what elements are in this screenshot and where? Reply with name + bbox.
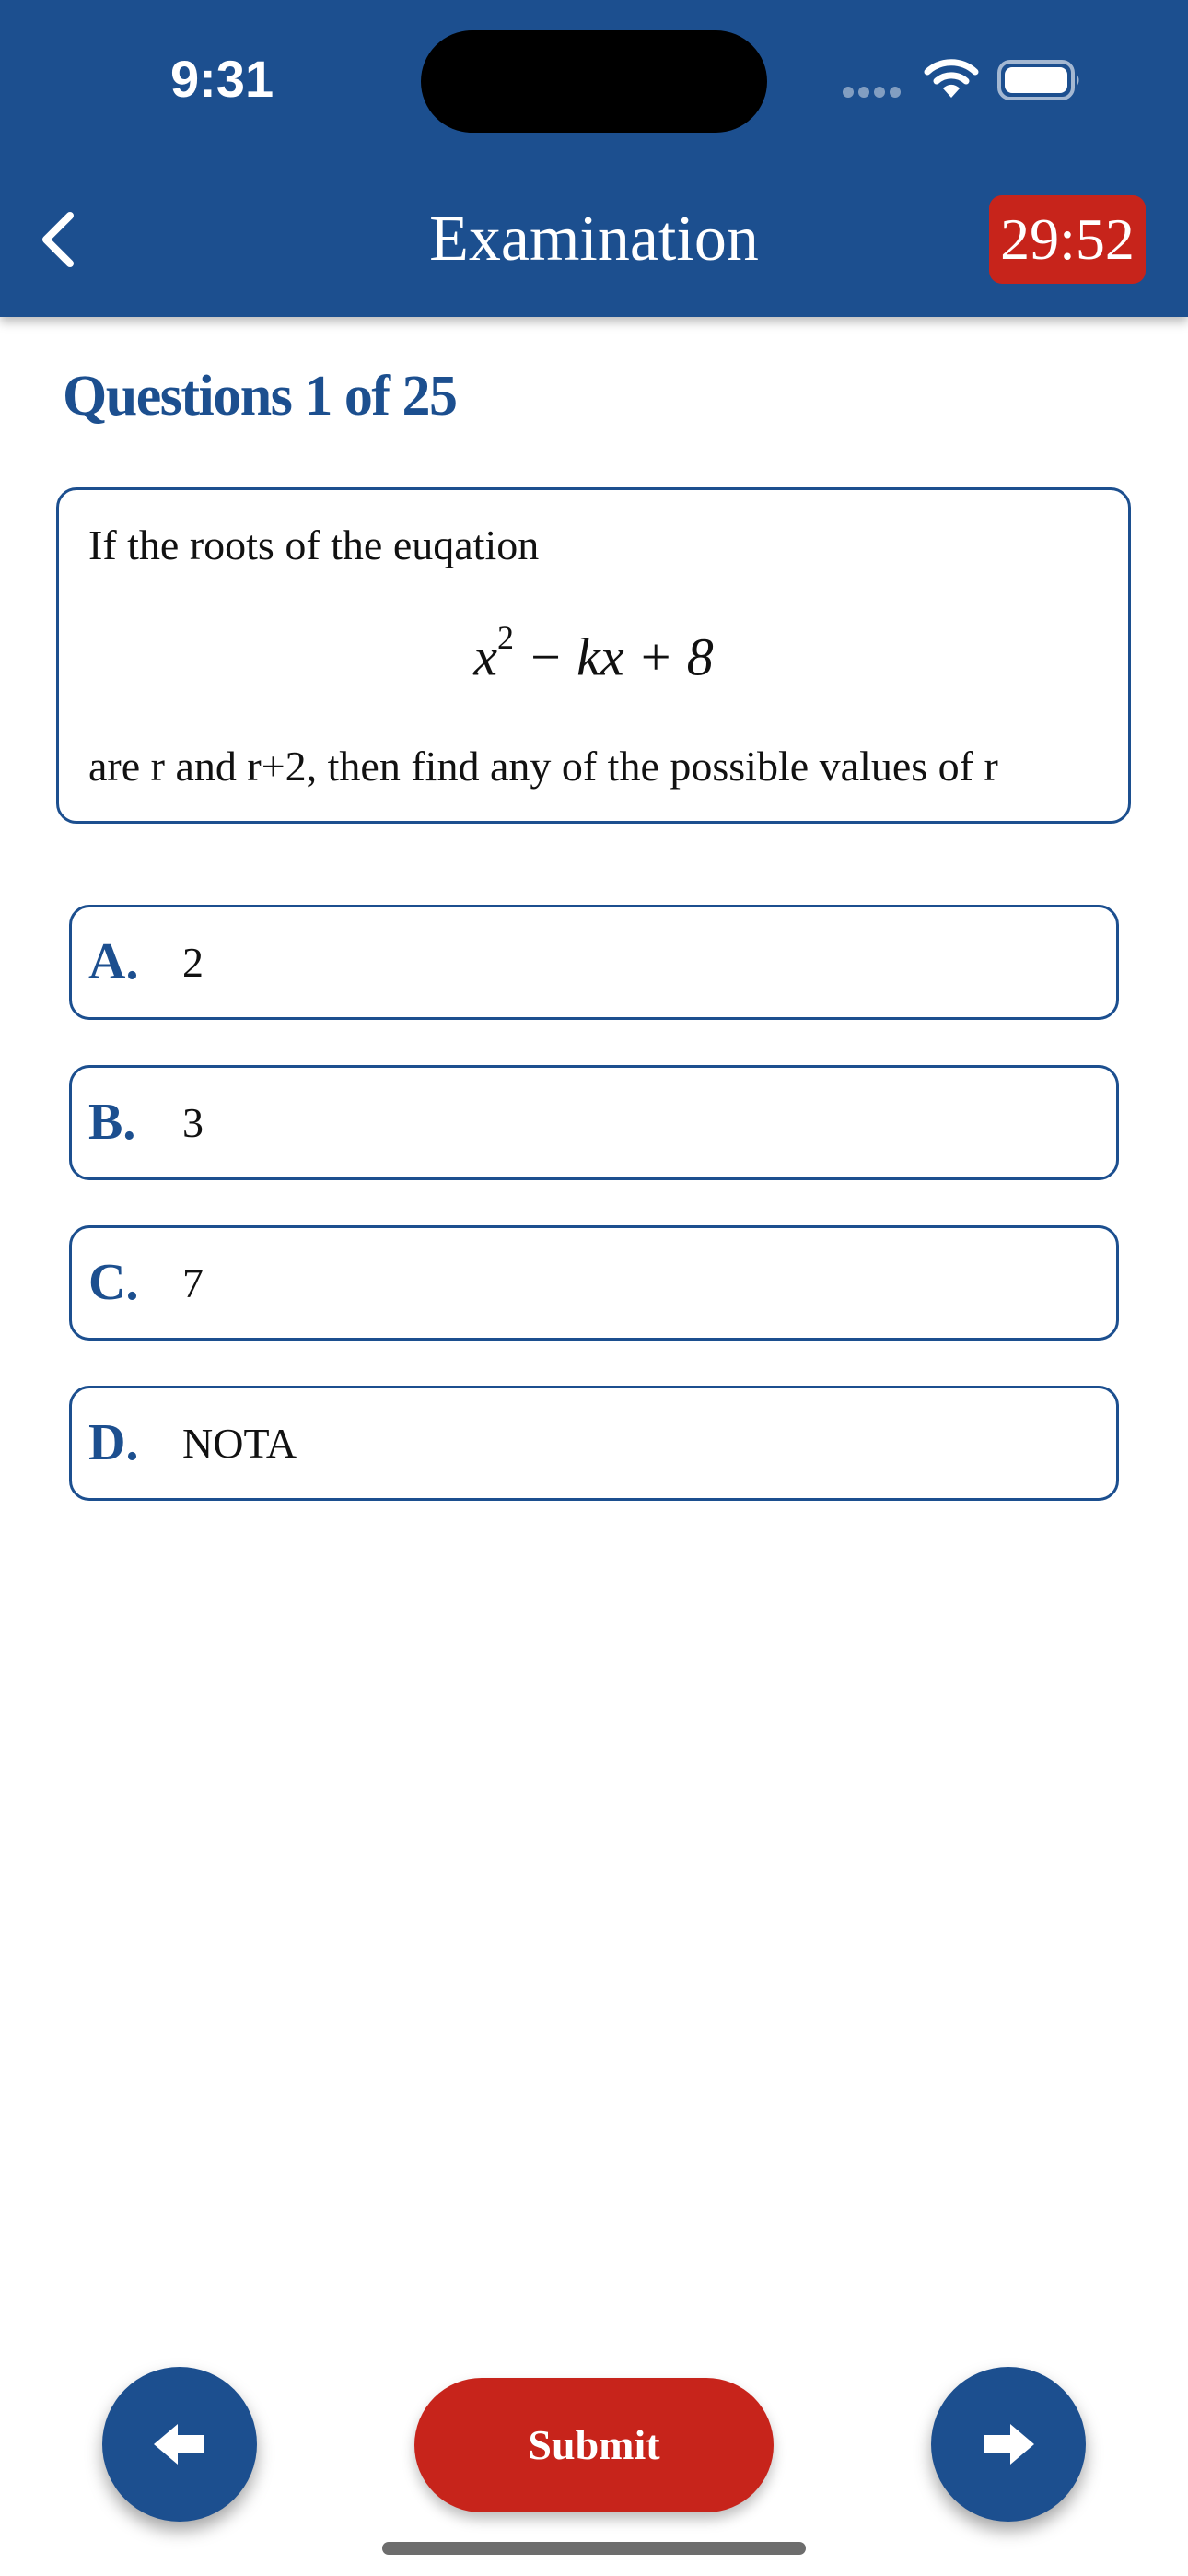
- question-text-line2: are r and r+2, then find any of the possible values of r: [88, 743, 998, 790]
- arrow-right-icon: [981, 2420, 1036, 2468]
- option-text: 7: [182, 1259, 204, 1306]
- arrow-left-icon: [152, 2420, 207, 2468]
- cellular-signal-icon: [843, 86, 907, 97]
- app-header: [0, 0, 1188, 317]
- equation-variable: x: [473, 626, 497, 687]
- option-letter: D.: [88, 1414, 139, 1471]
- option-a[interactable]: [69, 905, 1119, 1020]
- option-text: 2: [182, 939, 204, 986]
- option-b[interactable]: [69, 1065, 1119, 1180]
- home-indicator[interactable]: [382, 2542, 806, 2555]
- battery-icon: [997, 59, 1082, 101]
- question-text-line1: If the roots of the euqation: [88, 521, 540, 568]
- option-letter: C.: [88, 1254, 139, 1311]
- page-title: Examination: [429, 204, 759, 275]
- dynamic-island: [421, 30, 767, 133]
- option-text: NOTA: [182, 1420, 297, 1467]
- status-time: 9:31: [170, 50, 274, 108]
- option-text: 3: [182, 1099, 204, 1146]
- previous-question-button[interactable]: [102, 2367, 257, 2522]
- question-counter: Questions 1 of 25: [63, 365, 457, 427]
- equation-exponent: 2: [496, 619, 514, 656]
- equation-rest: − kx + 8: [513, 626, 714, 687]
- back-chevron-icon[interactable]: [28, 203, 92, 276]
- question-card: [56, 487, 1131, 824]
- next-question-button[interactable]: [931, 2367, 1086, 2522]
- submit-button[interactable]: Submit: [414, 2378, 774, 2512]
- option-letter: A.: [88, 933, 139, 990]
- wifi-icon: [924, 57, 979, 100]
- option-c[interactable]: [69, 1225, 1119, 1341]
- option-d[interactable]: [69, 1386, 1119, 1501]
- question-equation: [59, 613, 1128, 689]
- option-letter: B.: [88, 1094, 136, 1151]
- countdown-timer: 29:52: [989, 195, 1146, 284]
